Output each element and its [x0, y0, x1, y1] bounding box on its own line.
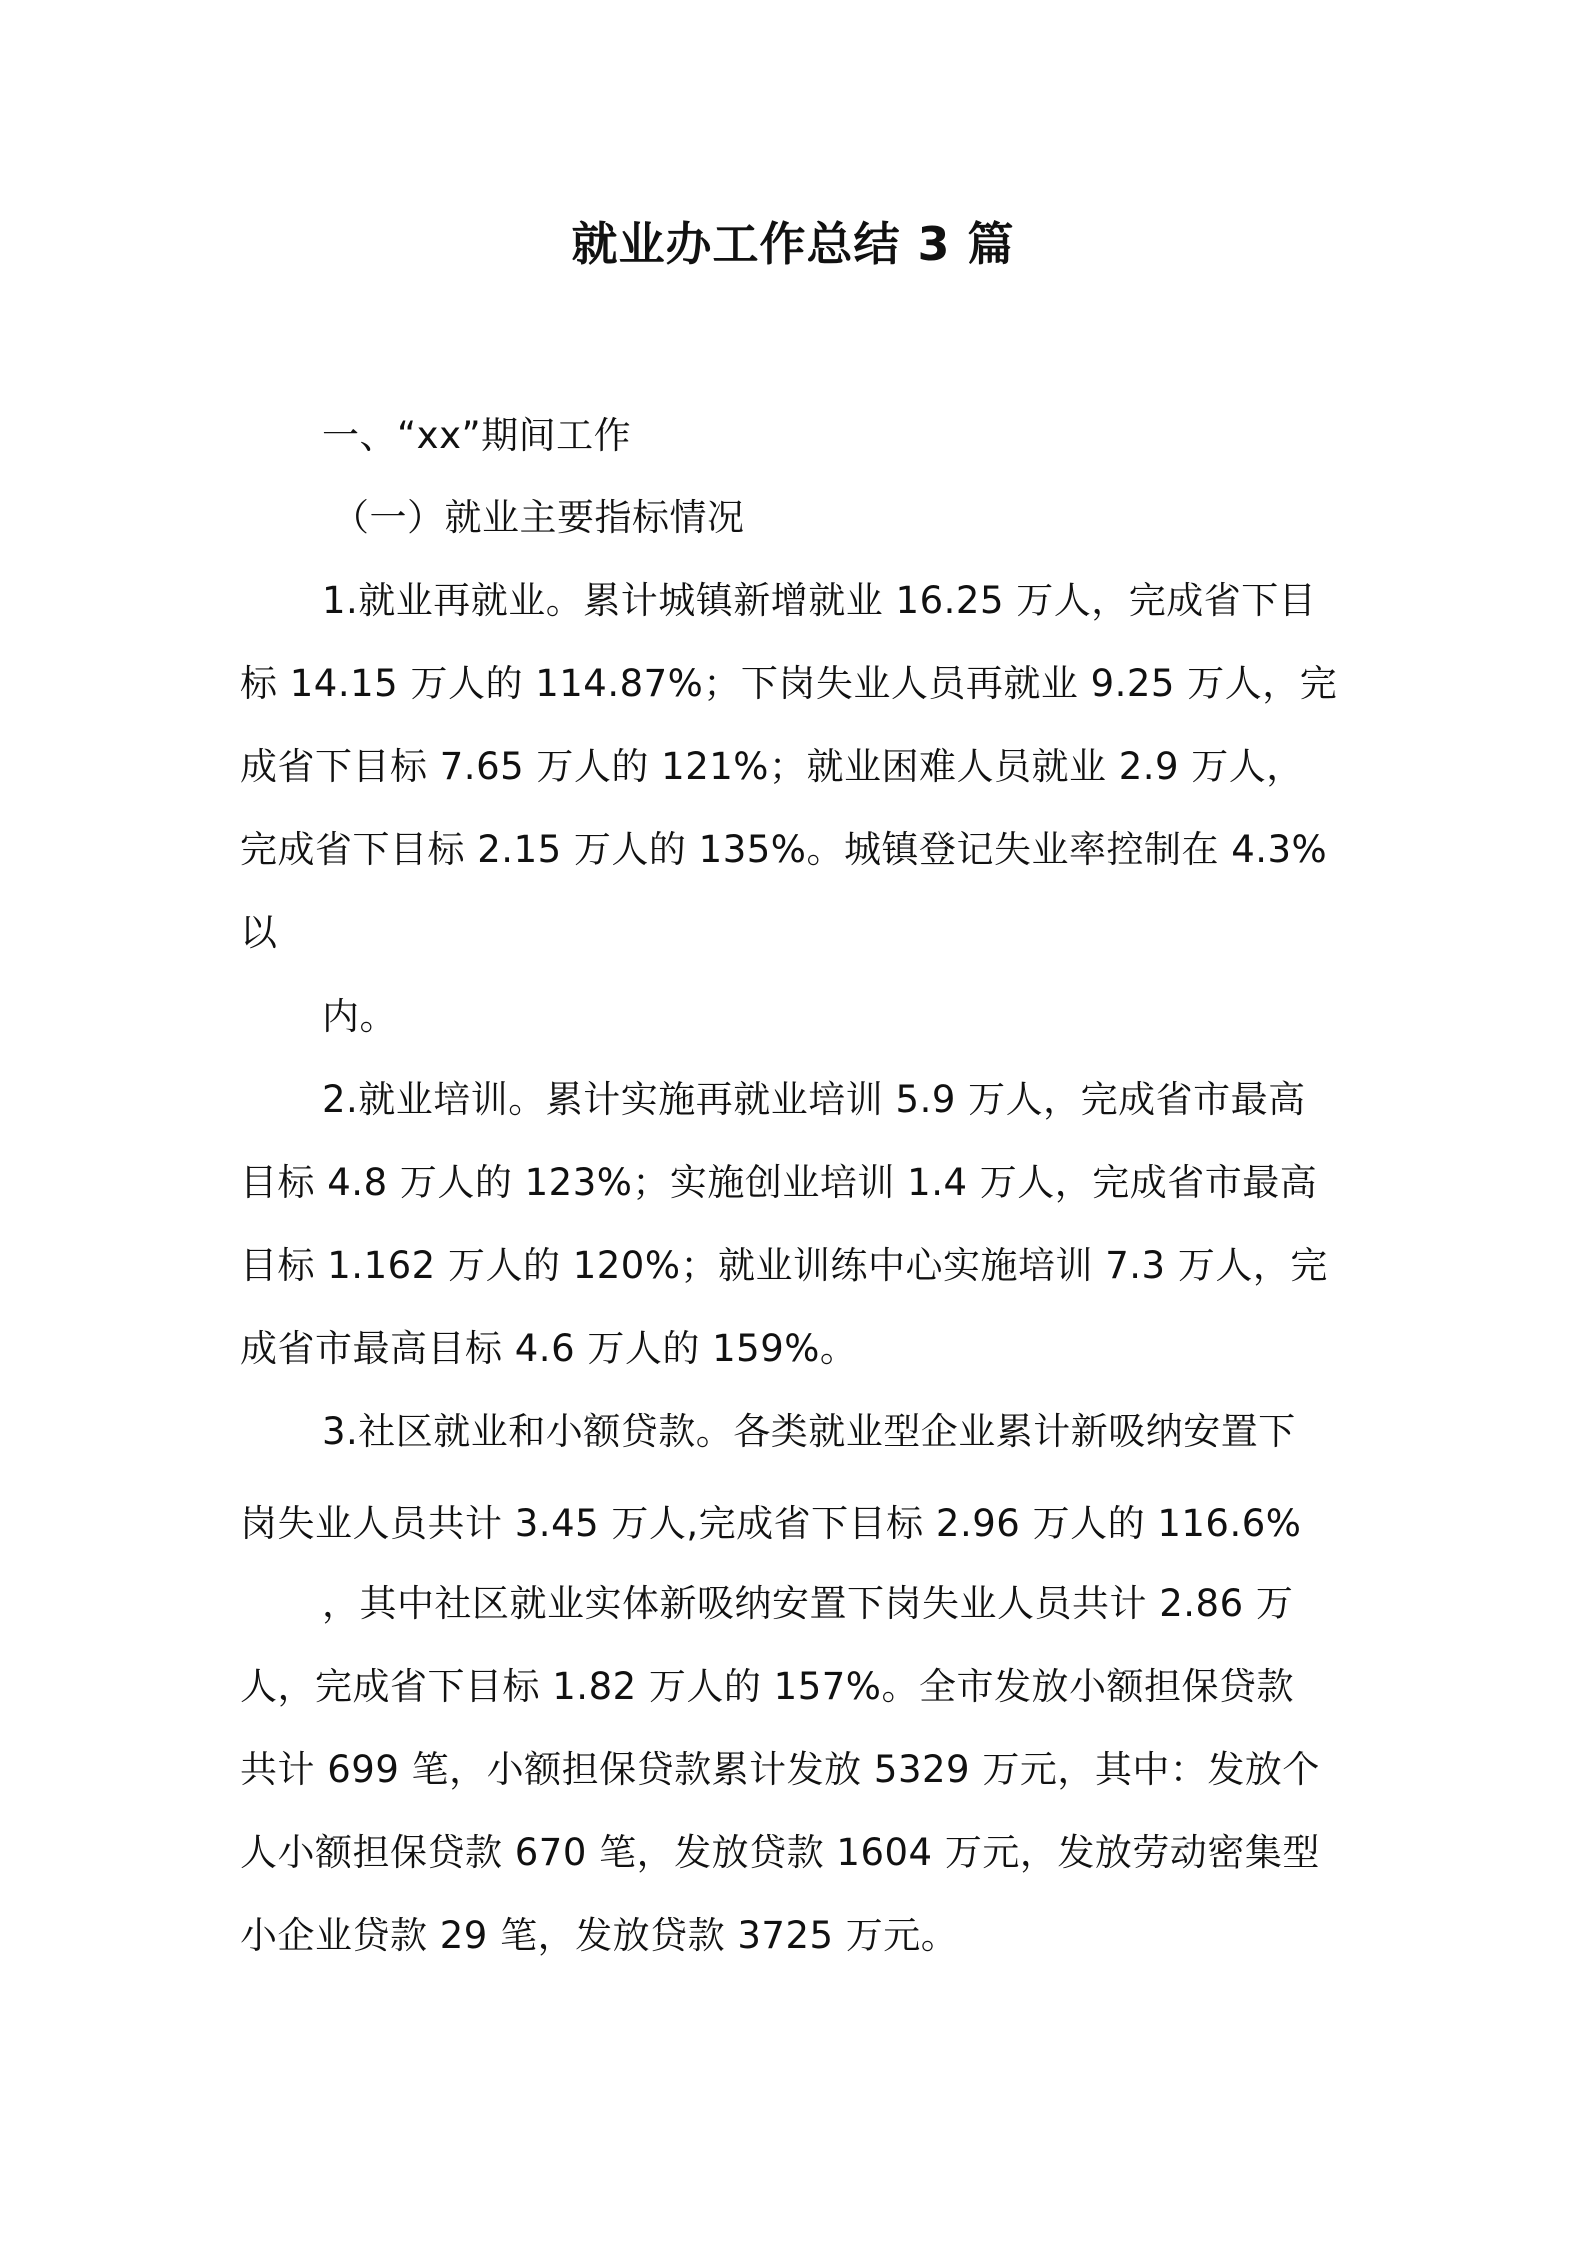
- paragraph-line: 小企业贷款 29 笔，发放贷款 3725 万元。: [240, 1914, 959, 1957]
- paragraph-line: 3.社区就业和小额贷款。各类就业型企业累计新吸纳安置下: [322, 1410, 1296, 1453]
- paragraph-line: 岗失业人员共计 3.45 万人,完成省下目标 2.96 万人的 116.6%: [240, 1502, 1302, 1545]
- paragraph-line: 标 14.15 万人的 114.87%；下岗失业人员再就业 9.25 万人，完: [240, 662, 1338, 705]
- paragraph-line: 2.就业培训。累计实施再就业培训 5.9 万人，完成省市最高: [322, 1078, 1306, 1121]
- paragraph-line: 共计 699 笔，小额担保贷款累计发放 5329 万元，其中：发放个: [240, 1748, 1320, 1791]
- paragraph-line: 内。: [322, 995, 397, 1038]
- paragraph-line: 完成省下目标 2.15 万人的 135%。城镇登记失业率控制在 4.3%: [240, 828, 1328, 871]
- paragraph-line: 成省下目标 7.65 万人的 121%；就业困难人员就业 2.9 万人，: [240, 745, 1304, 788]
- paragraph-line: 人小额担保贷款 670 笔，发放贷款 1604 万元，发放劳动密集型: [240, 1831, 1320, 1874]
- paragraph-line: 成省市最高目标 4.6 万人的 159%。: [240, 1327, 858, 1370]
- paragraph-line: 以: [240, 911, 278, 954]
- section-heading: 一、“xx”期间工作: [322, 414, 632, 457]
- document-title: 就业办工作总结 3 篇: [571, 217, 1015, 271]
- subsection-heading: （一）就业主要指标情况: [332, 496, 745, 539]
- paragraph-line: 目标 4.8 万人的 123%；实施创业培训 1.4 万人，完成省市最高: [240, 1161, 1318, 1204]
- paragraph-line: 1.就业再就业。累计城镇新增就业 16.25 万人，完成省下目: [322, 579, 1317, 622]
- paragraph-line: ，其中社区就业实体新吸纳安置下岗失业人员共计 2.86 万: [322, 1582, 1294, 1625]
- paragraph-line: 人，完成省下目标 1.82 万人的 157%。全市发放小额担保贷款: [240, 1665, 1294, 1708]
- paragraph-line: 目标 1.162 万人的 120%；就业训练中心实施培训 7.3 万人，完: [240, 1244, 1328, 1287]
